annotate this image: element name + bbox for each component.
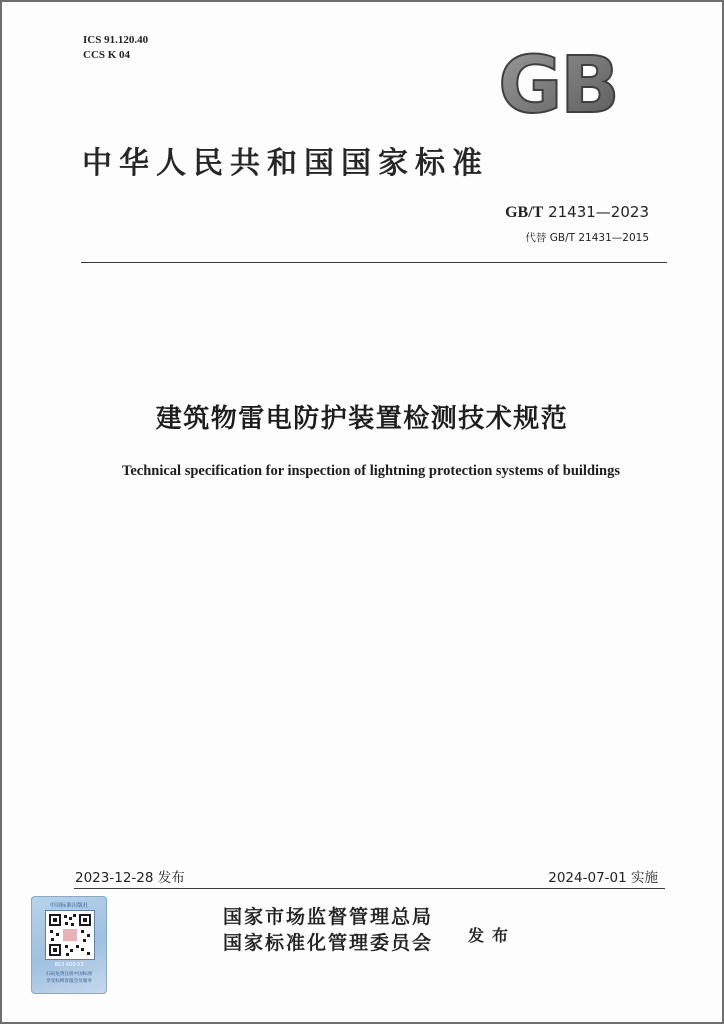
qr-code-icon: [45, 910, 95, 960]
issuer-samr: 国家市场监督管理总局: [223, 906, 434, 928]
ics-code: ICS 91.120.40: [83, 34, 149, 46]
standard-number-prefix: GB/T: [505, 204, 544, 221]
implementation-date: 2024-07-01 实施: [548, 870, 658, 886]
replaces-standard: 代替 GB/T 21431—2015: [525, 232, 649, 244]
standard-number-value: 21431—2023: [548, 203, 649, 221]
issue-date: 2023-12-28 发布: [75, 870, 185, 886]
issuing-authorities: [223, 904, 433, 956]
title-chinese: 建筑物雷电防护装置检测技术规范: [155, 404, 569, 434]
bottom-divider: [74, 888, 665, 889]
classification-codes: [83, 33, 148, 63]
sticker-title: 中国标准出版社: [49, 903, 89, 909]
anti-counterfeit-sticker: [31, 896, 107, 994]
sticker-code: BS3 4R0·03: [54, 962, 84, 968]
top-divider: [81, 262, 667, 263]
gb-logo-text: GB: [498, 46, 618, 122]
standard-category-title: 中华人民共和国国家标准: [82, 146, 489, 181]
publish-label: 发布: [468, 926, 517, 945]
sticker-line-2: 享受标网客服会员服务: [46, 979, 92, 984]
issuer-sac: 国家标准化管理委员会: [223, 932, 434, 954]
title-english: Technical specification for inspection of lightning protection systems of buildings: [121, 463, 620, 479]
sticker-line-1: 扫码免费注册中国标网: [46, 972, 92, 977]
gb-logo-icon: [485, 46, 631, 122]
ccs-code: CCS K 04: [83, 49, 131, 61]
standard-number: [505, 203, 649, 222]
